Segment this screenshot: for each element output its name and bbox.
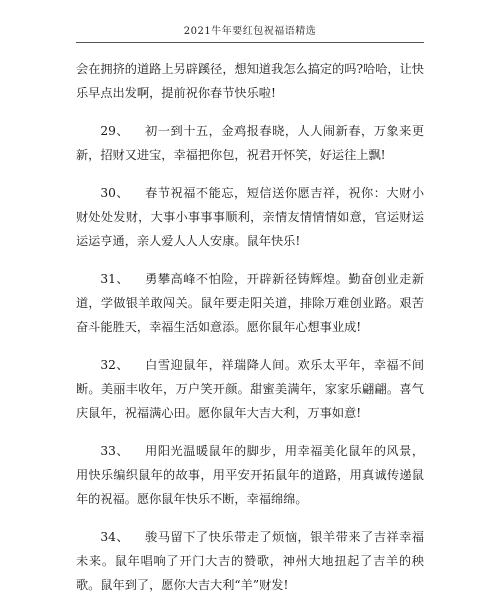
paragraph-text: 初一到十五，金鸡报春晓，人人闹新春，万象来更新，招财又进宝，幸福把你包，祝君开怀笑，好运往上飘!: [76, 124, 425, 162]
paragraph-number: 29、: [100, 124, 130, 138]
document-body: [76, 57, 424, 597]
paragraph-text: 用阳光温暖鼠年的脚步，用幸福美化鼠年的风景，用快乐编织鼠年的故事，用平安开拓鼠年的道路，用真诚传递鼠年的祝福。愿你鼠年快乐不断，幸福绵绵。: [76, 444, 425, 506]
page-header: [76, 0, 424, 43]
paragraph: [76, 57, 424, 105]
paragraph-text: 春节祝福不能忘，短信送你愿吉祥，祝你：大财小财处处发财，大事小事事事顺利，亲情友情情情如意，官运财运运运亨通，亲人爱人人人安康。鼠年快乐!: [76, 186, 425, 248]
paragraph: [76, 119, 424, 167]
paragraph-text: 白雪迎鼠年，祥瑞降人间。欢乐太平年，幸福不间断。美丽丰收年，万户笑开颜。甜蜜美满年，家家乐翩翩。喜气庆鼠年，祝福满心田。愿你鼠年大吉大利，万事如意!: [76, 358, 425, 420]
paragraph: [76, 353, 424, 425]
paragraph-number: 34、: [100, 530, 130, 544]
paragraph: [76, 525, 424, 597]
paragraph-text: 会在拥挤的道路上另辟蹊径，想知道我怎么搞定的吗?哈哈，让快乐早点出发啊，提前祝你春节快乐啦!: [76, 62, 424, 100]
paragraph-number: 32、: [100, 358, 130, 372]
paragraph: [76, 439, 424, 511]
paragraph: [76, 181, 424, 253]
paragraph-text: 勇攀高峰不怕险，开辟新径铸辉煌。勤奋创业走新道，学做银羊敢闯关。鼠年要走阳关道，排除万难创业路。艰苦奋斗能胜天，幸福生活如意添。愿你鼠年心想事业成!: [76, 272, 425, 334]
header-title: 2021牛年要红包祝福语精选: [183, 26, 317, 37]
paragraph-number: 31、: [100, 272, 130, 286]
paragraph-number: 30、: [100, 186, 130, 200]
paragraph-number: 33、: [100, 444, 130, 458]
paragraph-text: 骏马留下了快乐带走了烦恼，银羊带来了吉祥幸福未来。鼠年唱响了开门大吉的赞歌，神州大地扭起了吉羊的秧歌。鼠年到了，愿你大吉大利“羊”财发!: [76, 530, 425, 592]
paragraph: [76, 267, 424, 339]
